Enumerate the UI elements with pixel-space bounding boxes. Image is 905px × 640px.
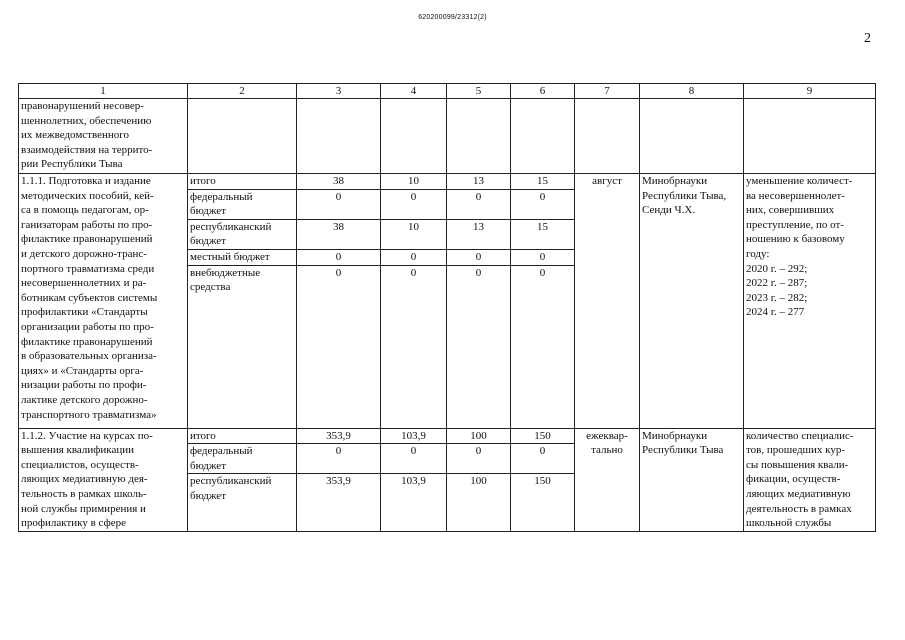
result-cell: уменьшение количест- ва несовершеннолет- них, совершивших преступление, по от- ношению к базовому году: 2020 г. – 292; 2022 г. – 287; 2023 г. – 282; 2024 г. – 277 — [744, 174, 876, 429]
source-label: федеральный бюджет — [188, 444, 297, 474]
header-col-2: 2 — [188, 84, 297, 99]
term-cell: ежеквар- тально — [575, 428, 640, 532]
page-number: 2 — [864, 31, 871, 46]
continuation-row — [19, 99, 876, 174]
source-label: внебюджетные средства — [188, 265, 297, 428]
table-row — [19, 174, 876, 190]
value-cell: 0 — [447, 249, 511, 265]
source-label: республиканский бюджет — [188, 474, 297, 532]
row-name: правонарушений несовер- шеннолетних, обеспечению их межведомственного взаимодействия на террито- рии Республики Тыва — [19, 99, 188, 174]
result-cell: количество специалис- тов, прошедших кур- сы повышения квали- фикации, осуществ- ляющих медиативную деятельность в рамках школьной службы — [744, 428, 876, 532]
source-label: местный бюджет — [188, 249, 297, 265]
value-cell: 0 — [297, 249, 381, 265]
value-cell: 13 — [447, 174, 511, 190]
value-cell: 0 — [381, 249, 447, 265]
source-label: федеральный бюджет — [188, 189, 297, 219]
value-cell: 0 — [381, 189, 447, 219]
value-cell: 100 — [447, 474, 511, 532]
header-col-7: 7 — [575, 84, 640, 99]
value-cell: 103,9 — [381, 474, 447, 532]
header-row — [19, 84, 876, 99]
executor-cell: Минобрнауки Республики Тыва, Сенди Ч.Х. — [640, 174, 744, 429]
header-col-9: 9 — [744, 84, 876, 99]
value-cell: 0 — [447, 189, 511, 219]
header-col-3: 3 — [297, 84, 381, 99]
value-cell: 38 — [297, 174, 381, 190]
executor-cell: Минобрнауки Республики Тыва — [640, 428, 744, 532]
header-col-5: 5 — [447, 84, 511, 99]
header-col-6: 6 — [511, 84, 575, 99]
table-row — [19, 428, 876, 444]
header-col-1: 1 — [19, 84, 188, 99]
row-name: 1.1.1. Подготовка и издание методических пособий, кей- са в помощь педагогам, ор- ганизаторам работы по про- филактике правонарушений и детского дорожно-транс- портного травматизма среди несовершеннолетних и ра- ботникам субъектов системы профилактики «Стандарты организации работы по про- филактике правонарушений в образовательных организа- циях» и «Стандарты орга- низации работы по профи- лактике детского дорожно- транспортного травматизма» — [19, 174, 188, 429]
value-cell: 0 — [511, 265, 575, 428]
value-cell: 0 — [511, 189, 575, 219]
value-cell: 0 — [381, 444, 447, 474]
row-name: 1.1.2. Участие на курсах по- вышения квалификации специалистов, осуществ- ляющих медиативную дея- тельность в рамках школь- ной службы примирения и профилактику в сфере — [19, 428, 188, 532]
value-cell: 0 — [297, 265, 381, 428]
value-cell: 15 — [511, 174, 575, 190]
value-cell: 353,9 — [297, 428, 381, 444]
value-cell: 0 — [511, 249, 575, 265]
header-col-4: 4 — [381, 84, 447, 99]
value-cell: 103,9 — [381, 428, 447, 444]
header-col-8: 8 — [640, 84, 744, 99]
value-cell: 0 — [447, 444, 511, 474]
value-cell: 15 — [511, 219, 575, 249]
value-cell: 150 — [511, 474, 575, 532]
value-cell: 0 — [297, 444, 381, 474]
document-id: 620200099/23312(2) — [418, 14, 487, 21]
source-label: итого — [188, 428, 297, 444]
value-cell: 10 — [381, 219, 447, 249]
value-cell: 0 — [511, 444, 575, 474]
value-cell: 0 — [447, 265, 511, 428]
term-cell: август — [575, 174, 640, 429]
value-cell: 100 — [447, 428, 511, 444]
source-label: республиканский бюджет — [188, 219, 297, 249]
value-cell: 10 — [381, 174, 447, 190]
value-cell: 0 — [381, 265, 447, 428]
source-label: итого — [188, 174, 297, 190]
value-cell: 13 — [447, 219, 511, 249]
value-cell: 0 — [297, 189, 381, 219]
value-cell: 353,9 — [297, 474, 381, 532]
value-cell: 150 — [511, 428, 575, 444]
value-cell: 38 — [297, 219, 381, 249]
program-table — [18, 83, 876, 532]
